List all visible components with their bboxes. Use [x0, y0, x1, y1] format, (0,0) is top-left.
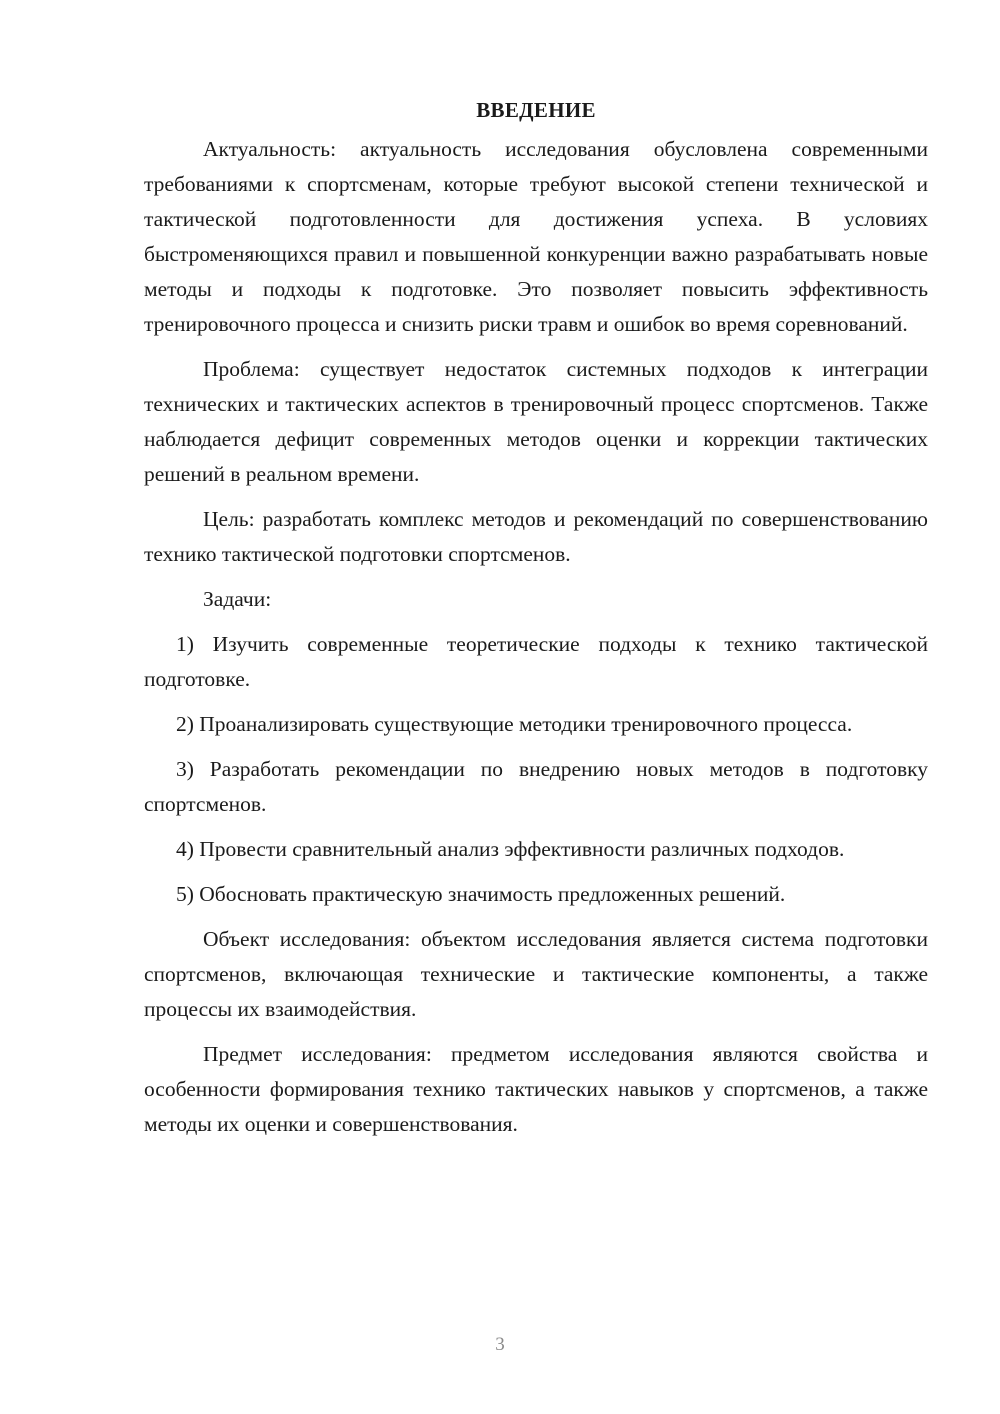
relevance-paragraph: Актуальность: актуальность исследования обусловлена современными требованиями к спортсменам, которые требуют высокой степени технической и тактической подготовленности для достижения успеха. В условиях быстроменяющихся правил и повышенной конкуренции важно разрабатывать новые методы и подходы к подготовке. Это позволяет повысить эффективность тренировочного процесса и снизить риски травм и ошибок во время соревнований. [144, 137, 928, 336]
tasks-label: Задачи: [203, 587, 272, 611]
page-number: 3 [495, 1334, 505, 1355]
task-item-4: 4) Провести сравнительный анализ эффективности различных подходов. [176, 837, 845, 861]
goal-paragraph: Цель: разработать комплекс методов и рекомендаций по совершенствованию технико тактической подготовки спортсменов. [144, 507, 928, 566]
task-item-3: 3) Разработать рекомендации по внедрению новых методов в подготовку спортсменов. [144, 757, 928, 816]
page-content [144, 92, 928, 1142]
task-item-1: 1) Изучить современные теоретические подходы к технико тактической подготовке. [144, 632, 928, 691]
object-paragraph: Объект исследования: объектом исследования является система подготовки спортсменов, включающая технические и тактические компоненты, а также процессы их взаимодействия. [144, 927, 928, 1021]
task-item-5: 5) Обосновать практическую значимость предложенных решений. [176, 882, 786, 906]
problem-paragraph: Проблема: существует недостаток системных подходов к интеграции технических и тактических аспектов в тренировочный процесс спортсменов. Также наблюдается дефицит современных методов оценки и коррекции тактических решений в реальном времени. [144, 357, 928, 486]
task-item-2: 2) Проанализировать существующие методики тренировочного процесса. [176, 712, 853, 736]
page-title: ВВЕДЕНИЕ [476, 98, 596, 122]
subject-paragraph: Предмет исследования: предметом исследования являются свойства и особенности формирования технико тактических навыков у спортсменов, а также методы их оценки и совершенствования. [144, 1042, 928, 1136]
